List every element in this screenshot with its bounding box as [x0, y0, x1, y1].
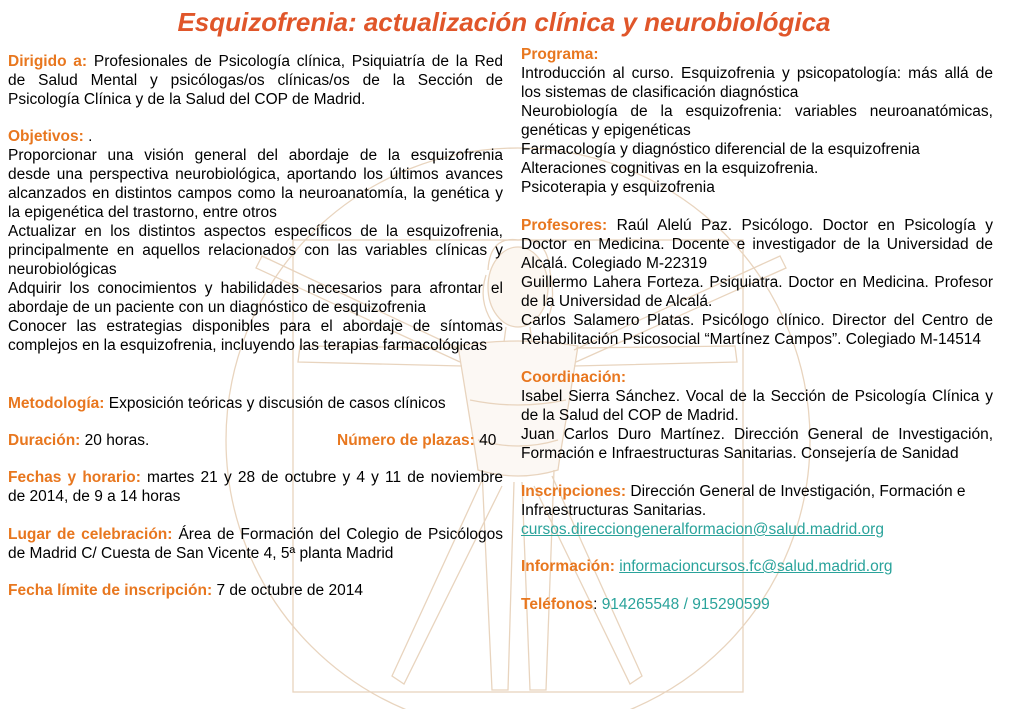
telefonos-section	[521, 595, 993, 614]
fechas-section	[8, 468, 503, 506]
profesores-text: Raúl Alelú Paz. Psicólogo. Doctor en Psicología y	[616, 217, 993, 234]
left-column	[8, 0, 503, 709]
dirigido-section	[8, 52, 503, 109]
profesores-line: de la Universidad de Alcalá.	[521, 293, 713, 310]
coordinacion-line: Juan Carlos Duro Martínez. Dirección General de Investigación,	[521, 426, 993, 443]
telefonos-label: Teléfonos	[521, 596, 594, 613]
inscripciones-label: Inscripciones:	[521, 483, 627, 500]
profesores-section	[521, 216, 993, 349]
profesores-line: Carlos Salamero Platas. Psicólogo clínico. Director del Centro de	[521, 312, 993, 329]
coordinacion-line: Isabel Sierra Sánchez. Vocal de la Sección de Psicología Clínica y	[521, 388, 993, 405]
dirigido-line: Psicología Clínica y de la Salud del COP de Madrid.	[8, 91, 366, 108]
coordinacion-section	[521, 368, 993, 463]
programa-line: Alteraciones cognitivas en la esquizofrenia.	[521, 160, 819, 177]
fecha-limite-label: Fecha límite de inscripción:	[8, 582, 213, 599]
plazas-text: 40	[479, 432, 497, 449]
objetivos-line: neurobiológicas	[8, 261, 117, 278]
objetivos-section	[8, 127, 503, 355]
fecha-limite-line	[8, 581, 503, 600]
informacion-label: Información:	[521, 558, 615, 575]
fecha-limite-text: 7 de octubre de 2014	[216, 582, 363, 599]
lugar-line	[8, 525, 503, 544]
fecha-limite-section	[8, 581, 503, 600]
objetivos-line: abordaje de un paciente con un diagnóstico de esquizofrenia	[8, 299, 426, 316]
objetivos-line: complejos en la esquizofrenia, incluyendo las terapias farmacológicas	[8, 337, 488, 354]
lugar-label: Lugar de celebración:	[8, 526, 173, 543]
profesores-line: Guillermo Lahera Forteza. Psiquiatra. Doctor en Medicina. Profesor	[521, 274, 993, 291]
dirigido-line: de Salud Mental y psicólogas/os clínicas/os de la Sección de	[8, 72, 503, 89]
telefonos-value: 914265548 / 915290599	[601, 596, 770, 613]
metodologia-line	[8, 394, 503, 413]
page-title: Esquizofrenia: actualización clínica y neurobiológica	[177, 7, 831, 37]
dirigido-label: Dirigido a:	[8, 53, 88, 70]
programa-line: Farmacología y diagnóstico diferencial de la esquizofrenia	[521, 141, 920, 158]
objetivos-line: Adquirir los conocimientos y habilidades necesarios para afrontar el	[8, 280, 503, 297]
coordinacion-line: Formación e Infraestructuras Sanitarias. Consejería de Sanidad	[521, 445, 959, 462]
duracion-section	[8, 431, 503, 450]
profesores-line	[521, 216, 993, 235]
metodologia-label: Metodología:	[8, 395, 105, 412]
objetivos-heading	[8, 127, 503, 146]
informacion-section	[521, 557, 993, 576]
right-column	[521, 0, 993, 709]
objetivos-line: alcanzados en distintos campos como la neuroanatomía, la genética y	[8, 185, 503, 202]
informacion-line	[521, 557, 993, 576]
programa-line: Psicoterapia y esquizofrenia	[521, 179, 715, 196]
inscripciones-email-line	[521, 520, 993, 539]
programa-heading	[521, 45, 993, 64]
objetivos-line: Conocer las estrategias disponibles para el abordaje de síntomas	[8, 318, 503, 335]
profesores-line: Doctor en Medicina. Docente e investigador de la Universidad de	[521, 236, 993, 253]
programa-label: Programa:	[521, 46, 599, 63]
informacion-email-link[interactable]: informacioncursos.fc@salud.madrid.org	[619, 558, 893, 575]
inscripciones-line	[521, 482, 993, 501]
fechas-line: de 2014, de 9 a 14 horas	[8, 488, 181, 505]
fechas-text: martes 21 y 28 de octubre y 4 y 11 de noviembre	[147, 469, 503, 486]
programa-section	[521, 45, 993, 197]
objetivos-line: desde una perspectiva neurobiológica, aportando los últimos avances	[8, 166, 503, 183]
lugar-text: Área de Formación del Colegio de Psicólogos	[178, 526, 503, 543]
plazas-group	[337, 431, 496, 450]
telefonos-separator: :	[593, 596, 598, 613]
programa-line: los sistemas de clasificación diagnóstica	[521, 84, 799, 101]
telefonos-line	[521, 595, 993, 614]
programa-line: Neurobiología de la esquizofrenia: variables neuroanatómicas,	[521, 103, 993, 120]
inscripciones-text: Dirección General de Investigación, Formación e	[630, 483, 966, 500]
objetivos-line: Actualizar en los distintos aspectos específicos de la esquizofrenia,	[8, 223, 503, 240]
dirigido-line	[8, 52, 503, 71]
programa-line: genéticas y epigenéticas	[521, 122, 691, 139]
coordinacion-heading	[521, 368, 993, 387]
inscripciones-email-link[interactable]: cursos.direcciongeneralformacion@salud.madrid.org	[521, 521, 884, 538]
objetivos-after-label: .	[88, 128, 93, 145]
inscripciones-section	[521, 482, 993, 539]
metodologia-text: Exposición teóricas y discusión de casos clínicos	[108, 395, 446, 412]
fechas-line	[8, 468, 503, 487]
duracion-label: Duración:	[8, 432, 81, 449]
duracion-line	[8, 431, 503, 450]
fechas-label: Fechas y horario:	[8, 469, 141, 486]
plazas-label: Número de plazas:	[337, 432, 475, 449]
objetivos-line: Proporcionar una visión general del abordaje de la esquizofrenia	[8, 147, 503, 164]
profesores-label: Profesores:	[521, 217, 608, 234]
inscripciones-line: Infraestructuras Sanitarias.	[521, 502, 707, 519]
objetivos-line: principalmente en aquellos relacionados con las variables clínicas y	[8, 242, 503, 259]
objetivos-label: Objetivos:	[8, 128, 84, 145]
duracion-text: 20 horas.	[84, 432, 150, 449]
coordinacion-line: de la Salud del COP de Madrid.	[521, 407, 739, 424]
metodologia-section	[8, 394, 503, 413]
coordinacion-label: Coordinación:	[521, 369, 627, 386]
lugar-line: de Madrid C/ Cuesta de San Vicente 4, 5ª planta Madrid	[8, 545, 394, 562]
profesores-line: Alcalá. Colegiado M-22319	[521, 255, 708, 272]
profesores-line: Rehabilitación Psicosocial “Martínez Campos”. Colegiado M-14514	[521, 331, 982, 348]
programa-line: Introducción al curso. Esquizofrenia y psicopatología: más allá de	[521, 65, 993, 82]
dirigido-text: Profesionales de Psicología clínica, Psiquiatría de la Red	[93, 53, 503, 70]
objetivos-line: la epigenética del trastorno, entre otros	[8, 204, 277, 221]
lugar-section	[8, 525, 503, 563]
